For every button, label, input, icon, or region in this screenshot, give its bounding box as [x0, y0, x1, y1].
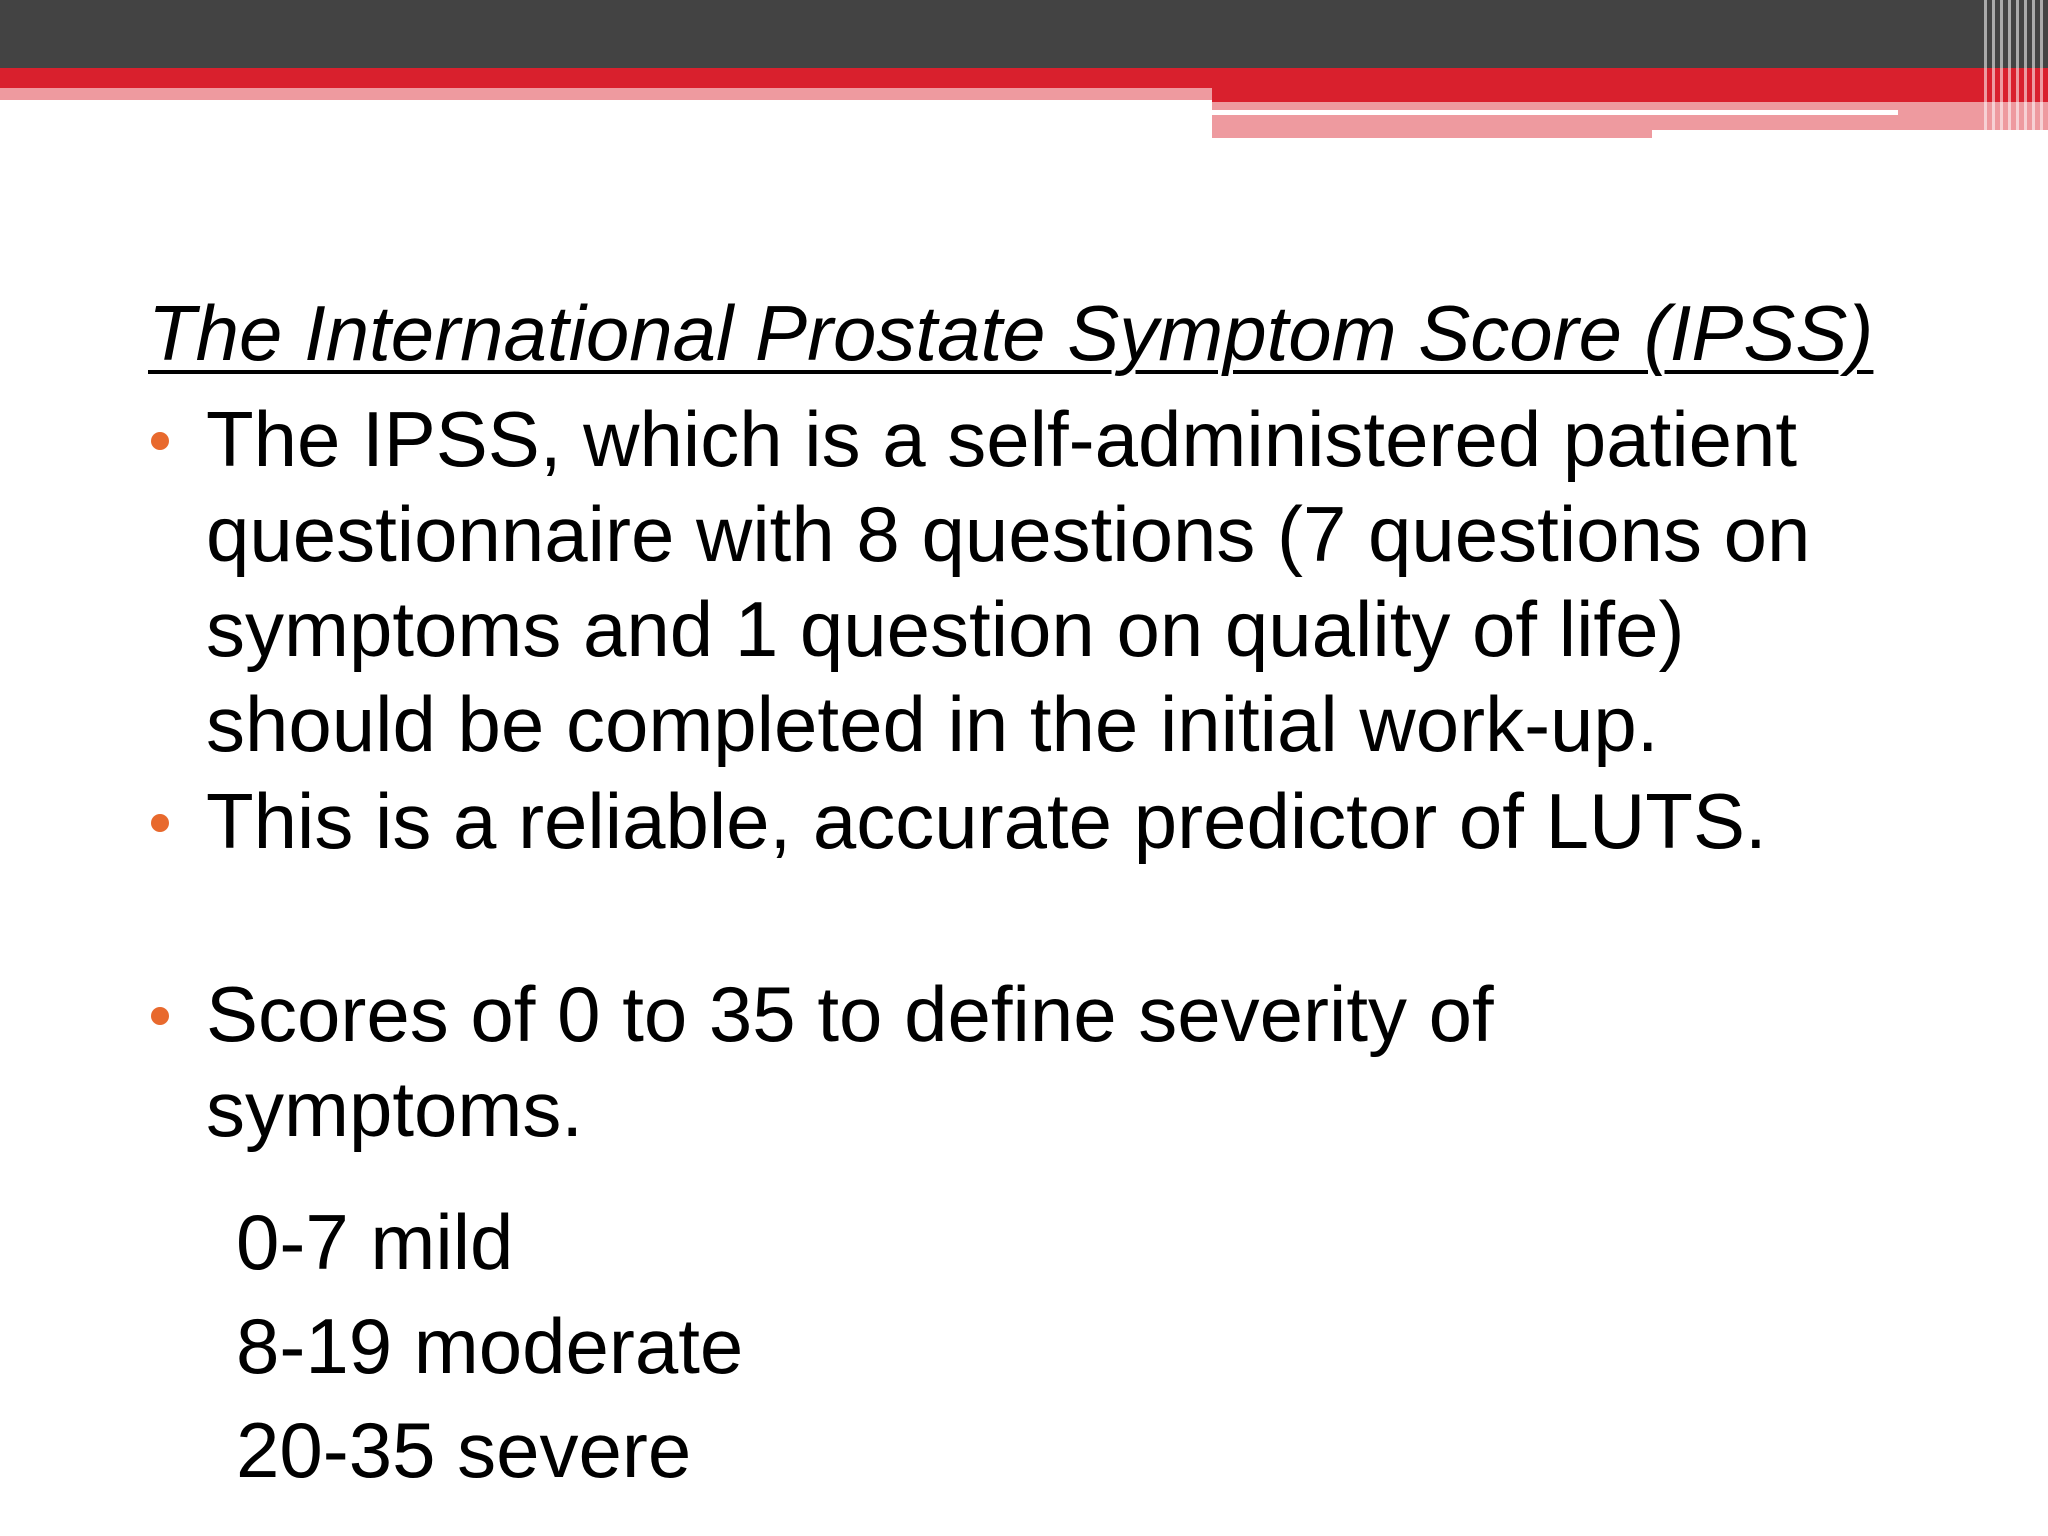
- bullet-dot-icon: [151, 1007, 169, 1025]
- bullet-line: This is a reliable, accurate predictor of LUTS.: [206, 777, 1767, 865]
- slide-title: The International Prostate Symptom Score (IPSS): [148, 289, 1874, 377]
- bullet-item-scores: [148, 967, 2008, 1157]
- severity-level-mild: 0-7 mild: [236, 1198, 514, 1286]
- header-red-band-right: [1212, 88, 2048, 102]
- severity-level-moderate: 8-19 moderate: [236, 1302, 744, 1390]
- header-red-band: [0, 68, 2048, 88]
- header-pink-band-left: [0, 88, 1212, 100]
- bullet-line: Scores of 0 to 35 to define severity of: [206, 970, 1494, 1058]
- header-accent-line: [1212, 110, 1898, 115]
- severity-levels: [236, 1190, 743, 1502]
- bullet-item-reliability: [148, 774, 2008, 869]
- bullet-line: questionnaire with 8 questions (7 questions on: [206, 490, 1811, 578]
- bullet-dot-icon: [151, 814, 169, 832]
- severity-level-severe: 20-35 severe: [236, 1406, 692, 1494]
- bullet-line: The IPSS, which is a self-administered patient: [206, 395, 1798, 483]
- bullet-item-ipss-description: [148, 392, 2008, 772]
- bullet-line: symptoms.: [206, 1065, 584, 1153]
- bullet-dot-icon: [151, 432, 169, 450]
- header-stripes: [1984, 0, 2048, 138]
- bullet-list: [148, 392, 2008, 1157]
- bullet-line: symptoms and 1 question on quality of life): [206, 585, 1685, 673]
- bullet-line: should be completed in the initial work-up.: [206, 680, 1659, 768]
- header-dark-band: [0, 0, 2048, 68]
